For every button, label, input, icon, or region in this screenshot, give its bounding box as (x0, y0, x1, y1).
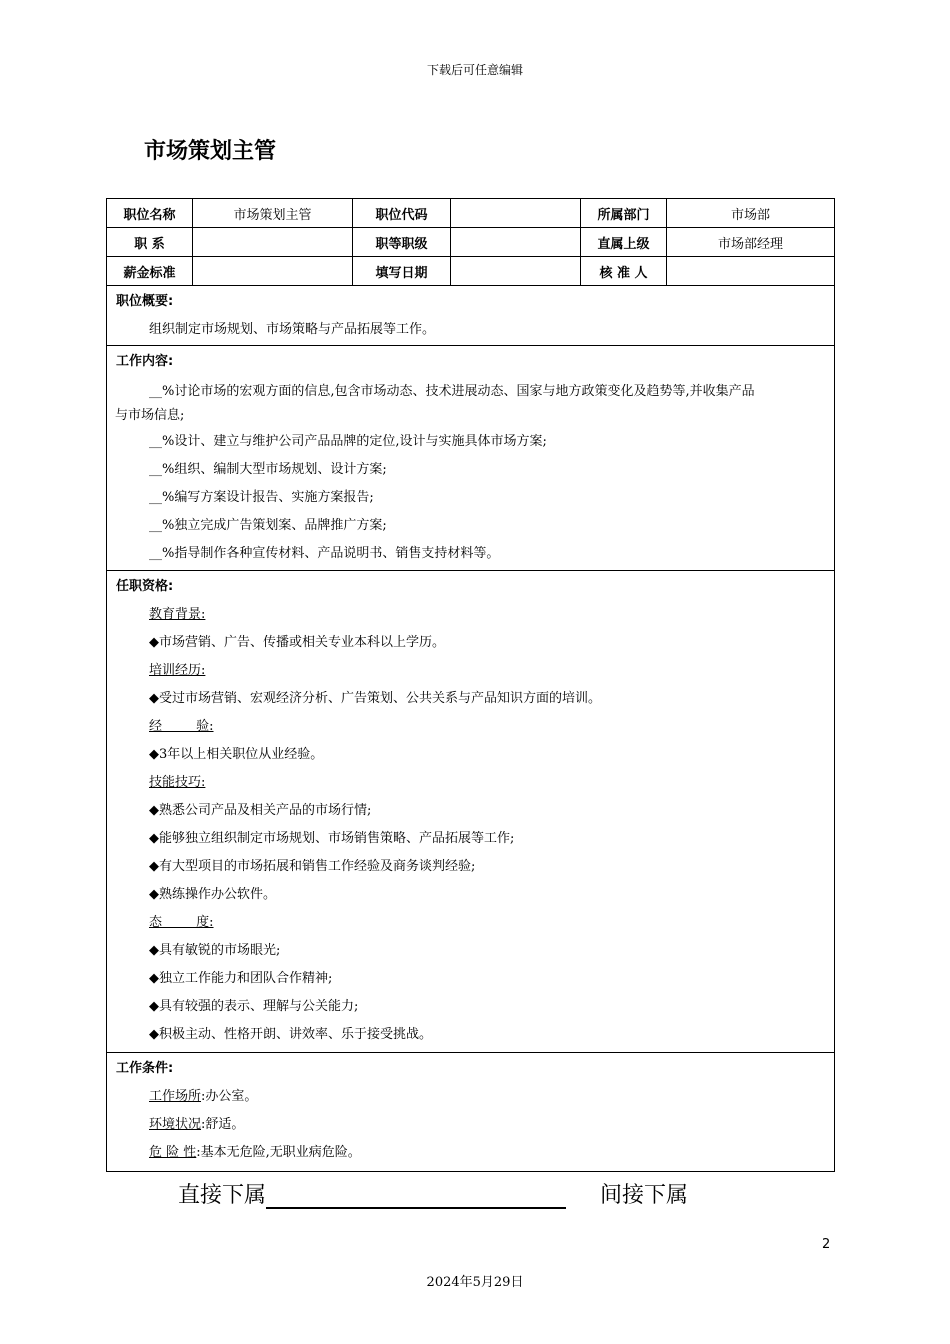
page-header: 下载后可任意编辑 (426, 63, 523, 77)
section-conditions (107, 1053, 835, 1172)
list-item: ◆积极主动、性格开朗、讲效率、乐于接受挑战。 (149, 1027, 432, 1042)
place-label: 工作场所 (149, 1089, 202, 1104)
label-salary: 薪金标准 (107, 257, 193, 286)
section-work-row (107, 346, 835, 571)
value-department: 市场部 (667, 199, 835, 228)
attitude-label: 态 度: (149, 915, 214, 930)
section-qualifications (107, 571, 835, 1053)
job-description-table (106, 198, 835, 1172)
place-value: :办公室。 (201, 1089, 258, 1104)
label-supervisor: 直属上级 (581, 228, 667, 257)
label-position-name: 职位名称 (107, 199, 193, 228)
direct-subordinates-label: 直接下属 (178, 1183, 267, 1208)
list-item: ◆3年以上相关职位从业经验。 (149, 747, 324, 762)
value-grade (451, 228, 581, 257)
value-job-series (193, 228, 353, 257)
environment-value: :舒适。 (201, 1117, 245, 1132)
page-number: 2 (822, 1237, 831, 1252)
section-qualifications-row (107, 571, 835, 1053)
list-item: __%独立完成广告策划案、品牌推广方案; (149, 518, 387, 533)
label-position-code: 职位代码 (353, 199, 451, 228)
direct-subordinates-blank (266, 1183, 566, 1209)
label-fill-date: 填写日期 (353, 257, 451, 286)
section-title: 任职资格: (116, 579, 174, 594)
summary-text: 组织制定市场规划、市场策略与产品拓展等工作。 (149, 322, 436, 337)
condition-place (107, 1083, 834, 1111)
value-approver (667, 257, 835, 286)
page-footer-date: 2024年5月29日 (426, 1275, 524, 1290)
value-supervisor: 市场部经理 (667, 228, 835, 257)
table-row (107, 257, 835, 286)
section-work-content (107, 346, 835, 571)
list-item: __%设计、建立与维护公司产品品牌的定位,设计与实施具体市场方案; (149, 434, 547, 449)
list-item: ◆市场营销、广告、传播或相关专业本科以上学历。 (149, 635, 445, 650)
list-item: ◆具有敏锐的市场眼光; (149, 943, 281, 958)
list-item: ◆熟悉公司产品及相关产品的市场行情; (149, 803, 372, 818)
value-position-name: 市场策划主管 (193, 199, 353, 228)
list-item: __%组织、编制大型市场规划、设计方案; (149, 462, 387, 477)
experience-label: 经 验: (149, 719, 214, 734)
section-title: 工作条件: (116, 1061, 174, 1076)
list-item: ◆具有较强的表示、理解与公关能力; (149, 999, 359, 1014)
list-item: ◆有大型项目的市场拓展和销售工作经验及商务谈判经验; (149, 859, 476, 874)
subordinates-line (178, 1178, 688, 1209)
list-item: ◆受过市场营销、宏观经济分析、广告策划、公共关系与产品知识方面的培训。 (149, 691, 601, 706)
value-position-code (451, 199, 581, 228)
list-item: __%编写方案设计报告、实施方案报告; (149, 490, 374, 505)
environment-label: 环境状况 (149, 1117, 202, 1132)
label-department: 所属部门 (581, 199, 667, 228)
page-title: 市场策划主管 (144, 139, 277, 164)
condition-risk (107, 1139, 834, 1167)
education-label: 教育背景: (149, 607, 206, 622)
value-salary (193, 257, 353, 286)
risk-label: 危 险 性 (149, 1145, 197, 1160)
list-item: ◆独立工作能力和团队合作精神; (149, 971, 333, 986)
section-summary (107, 286, 835, 346)
list-item: __%指导制作各种宣传材料、产品说明书、销售支持材料等。 (149, 546, 500, 561)
risk-value: :基本无危险,无职业病危险。 (196, 1145, 361, 1160)
list-item-text: __%讨论市场的宏观方面的信息,包含市场动态、技术进展动态、国家与地方政策变化及趋势等,并收集产品 (149, 384, 755, 399)
list-item-continuation: 与市场信息; (115, 408, 185, 423)
section-summary-row (107, 286, 835, 346)
indirect-subordinates-label: 间接下属 (600, 1183, 689, 1208)
training-label: 培训经历: (149, 663, 206, 678)
value-fill-date (451, 257, 581, 286)
table-row (107, 228, 835, 257)
condition-environment (107, 1111, 834, 1139)
section-title: 职位概要: (116, 294, 174, 309)
label-grade: 职等职级 (353, 228, 451, 257)
table-row (107, 199, 835, 228)
label-job-series: 职 系 (107, 228, 193, 257)
list-item: ◆熟练操作办公软件。 (149, 887, 276, 902)
section-title: 工作内容: (116, 354, 174, 369)
list-item (107, 376, 834, 428)
label-approver: 核 准 人 (581, 257, 667, 286)
skills-label: 技能技巧: (149, 775, 206, 790)
section-conditions-row (107, 1053, 835, 1172)
list-item: ◆能够独立组织制定市场规划、市场销售策略、产品拓展等工作; (149, 831, 515, 846)
